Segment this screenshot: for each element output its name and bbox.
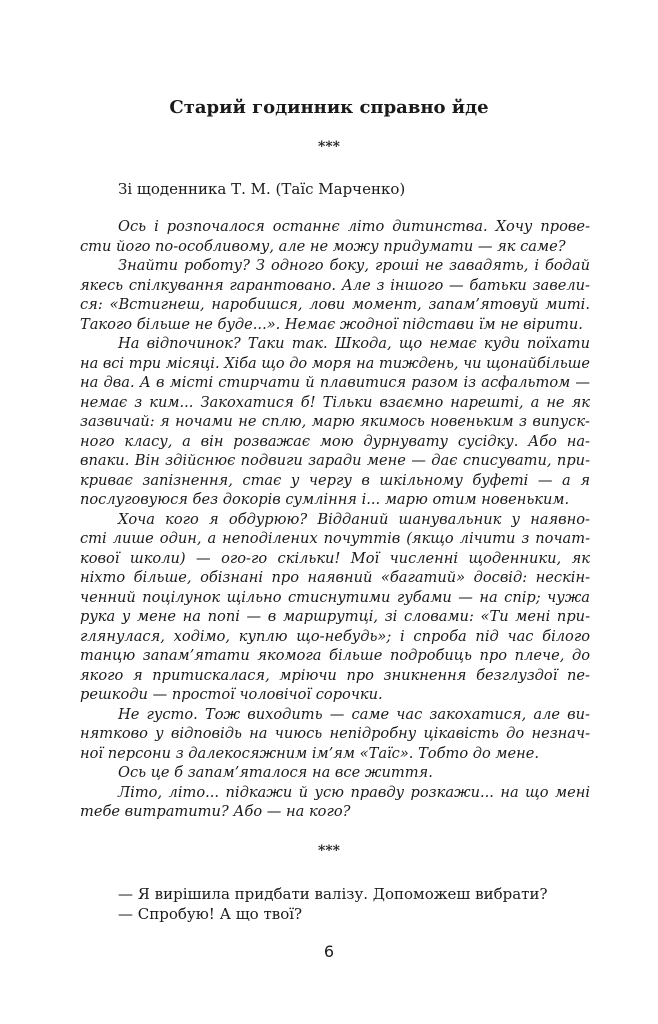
diary-line: зазвичай: я ночами не сплю, марю якимось новеньким з випуск- (80, 413, 590, 430)
diary-line: Ось і розпочалося останнє літо дитинства. Хочу прове- (118, 218, 590, 235)
dialogue-block (118, 884, 548, 924)
diary-line: На відпочинок? Таки так. Шкода, що немає куди поїхати (118, 335, 590, 352)
diary-line: якесь спілкування гарантовано. Але з іншого — батьки завели- (80, 276, 590, 294)
diary-line: криває запізнення, стає у чергу в шкільному буфеті — а я (80, 471, 590, 489)
section-separator: *** (318, 843, 340, 859)
diary-line: на всі три місяці. Хіба що до моря на тиждень, чи щонайбільше (80, 354, 590, 372)
diary-line: немає з ким... Закохатися б! Тільки взаємно нарешті, а не як (80, 393, 590, 411)
diary-line: глянулася, ходімо, куплю що-небудь»; і спроба під час білого (80, 627, 590, 645)
diary-line: Не густо. Тож виходить — саме час закохатися, але ви- (118, 705, 590, 723)
diary-line: сті лише один, а неподілених почуттів (якщо лічити з почат- (80, 530, 590, 547)
diary-line: ся: «Встигнеш, наробишся, лови момент, запам’ятовуй миті. (80, 296, 590, 313)
diary-line: Літо, літо... підкажи й усю правду розкажи... на що мені (118, 783, 590, 801)
diary-line: решкоди — простої чоловічої сорочки. (80, 686, 383, 703)
diary-line: ної персони з далекосяжним ім’ям «Таїс». Тобто до мене. (80, 744, 540, 762)
diary-line: на два. А в місті стирчати й плавитися разом із асфальтом — (80, 374, 590, 391)
diary-line: ченний поцілунок щільно стиснутими губами — на спір; чужа (80, 588, 590, 606)
diary-line: рука у мене на попі — в маршрутці, зі словами: «Ти мені при- (80, 608, 590, 625)
chapter-title: Старий годинник справно йде (169, 97, 489, 118)
diary-line: ніхто більше, обізнані про наявний «багатий» досвід: нескін- (80, 569, 590, 586)
diary-line: тебе витратити? Або — на кого? (80, 803, 351, 820)
diary-line: Ось це б запам’яталося на все життя. (118, 764, 433, 781)
diary-line: нятково у відповідь на чиюсь непідробну цікавість до незнач- (80, 725, 590, 742)
diary-text (80, 217, 590, 822)
diary-line: сти його по-особливому, але не можу придумати — як саме? (80, 237, 566, 255)
page-number: 6 (323, 942, 335, 961)
diary-line: якого я притискалася, мріючи про зникнення безглуздої пе- (80, 666, 590, 684)
diary-source-note: Зі щоденника Т. М. (Таїс Марченко) (118, 180, 406, 198)
diary-line: танцю запам’ятати якомога більше подробиць про плече, до (80, 647, 590, 664)
diary-line: Знайти роботу? З одного боку, гроші не завадять, і бодай (118, 257, 590, 274)
section-separator: *** (318, 139, 340, 155)
diary-line: Хоча кого я обдурюю? Відданий шанувальник у наявно- (118, 510, 590, 528)
diary-line: кової школи) — ого-го скільки! Мої численні щоденники, як (80, 549, 590, 567)
diary-line: ного класу, а він розважає мою дурнувату сусідку. Або на- (80, 432, 590, 450)
diary-line: послуговуюся без докорів сумління і... марю отим новеньким. (80, 491, 570, 508)
dialogue-line: — Я вирішила придбати валізу. Допоможеш вибрати? (118, 885, 548, 903)
diary-line: Такого більше не буде...». Немає жодної підстави їм не вірити. (80, 315, 583, 333)
dialogue-line: — Спробую! А що твої? (118, 905, 303, 923)
diary-line: впаки. Він здійснює подвиги заради мене — дає списувати, при- (80, 452, 590, 469)
